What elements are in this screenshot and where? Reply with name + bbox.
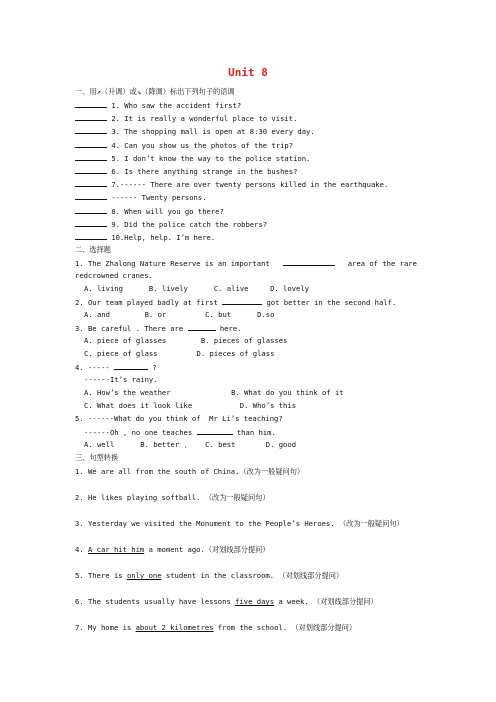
question-3-options: A. piece of glasses B. pieces of glasses [84, 336, 288, 345]
part1-item: 2. It is really a wonderful place to visit. [75, 113, 297, 123]
answer-blank[interactable] [75, 219, 107, 227]
answer-blank[interactable] [75, 100, 107, 108]
part1-item: ------ Twenty persons. [75, 192, 207, 202]
part1-item: 10.Help, help. I’m here. [75, 232, 215, 242]
part1-item: 4. Can you show us the photos of the trip? [75, 140, 293, 150]
question-1-cont: redcrowned cranes. [75, 271, 153, 280]
part1-item: 1. Who saw the accident first? [75, 100, 241, 110]
part1-item: 8. When will you go there? [75, 206, 224, 216]
answer-blank[interactable] [75, 179, 107, 187]
sentence-2: 2. He likes playing softball. （改为一般疑问句） [75, 493, 270, 502]
answer-blank[interactable] [283, 258, 335, 266]
part1-item: 9. Did the police catch the robbers? [75, 219, 267, 229]
question-5-options: A. well B. better , C. best D. good [84, 440, 297, 449]
part2-heading: 二、选择题 [75, 245, 111, 254]
question-4-reply: ------It’s rainy. [84, 375, 158, 384]
question-3-options: C. piece of glass D. pieces of glass [84, 349, 275, 358]
document-title: Unit 8 [228, 66, 268, 79]
answer-blank[interactable] [75, 153, 107, 161]
sentence-7: 7. My home is about 2 kilometres from the school. （对划线部分提问） [75, 623, 357, 632]
answer-blank[interactable] [75, 113, 107, 121]
question-1: 1. The Zhalong Nature Reserve is an important area of the rare [75, 259, 417, 268]
answer-blank[interactable] [75, 232, 107, 240]
answer-blank[interactable] [222, 297, 262, 305]
sentence-6: 6. The students usually have lessons five days a week. （对划线部分提问） [75, 597, 378, 606]
question-5: 5. ------What do you think of Mr Li’s teaching? [75, 414, 283, 423]
question-3: 3. Be careful . There are here. [75, 324, 242, 333]
answer-blank[interactable] [114, 362, 148, 370]
answer-blank[interactable] [75, 166, 107, 174]
part1-item: 5. I don’t know the way to the police station. [75, 153, 310, 163]
question-5-reply: ------Oh , no one teaches than him. [84, 428, 276, 437]
part1-item: 3. The shopping mall is open at 8:30 every day. [75, 126, 315, 136]
question-4-options: C. What does it look like D. Who’s this [84, 401, 297, 410]
question-2-options: A. and B. or C. but D.so [84, 310, 275, 319]
answer-blank[interactable] [75, 126, 107, 134]
sentence-4: 4. A car hit him a moment ago.（对划线部分提问） [75, 545, 270, 554]
part1-item: 7.------ There are over twenty persons killed in the earthquake. [75, 179, 388, 189]
question-4: 4. ----- ? [75, 363, 157, 372]
answer-blank[interactable] [75, 140, 107, 148]
part1-heading: 一、用↗（升调）或↘（降调）标出下列句子的语调 [75, 87, 235, 96]
question-2: 2. Our team played badly at first got better in the second half. [75, 298, 397, 307]
answer-blank[interactable] [188, 323, 216, 331]
part1-item: 6. Is there anything strange in the bushes? [75, 166, 297, 176]
question-4-options: A. How’s the weather B. What do you think of it [84, 388, 344, 397]
answer-blank[interactable] [75, 206, 107, 214]
sentence-3: 3. Yesterday we visited the Monument to the People’s Heroes. （改为一般疑问句） [75, 519, 404, 528]
answer-blank[interactable] [197, 427, 233, 435]
question-1-options: A. living B. lively C. alive D. lovely [84, 284, 310, 293]
sentence-1: 1. We are all from the south of China.（改为一般疑问句） [75, 467, 305, 476]
answer-blank[interactable] [75, 192, 107, 200]
part3-heading: 三、句型转换 [75, 453, 119, 462]
sentence-5: 5. There is only one student in the classroom. （对划线部分提问） [75, 571, 344, 580]
